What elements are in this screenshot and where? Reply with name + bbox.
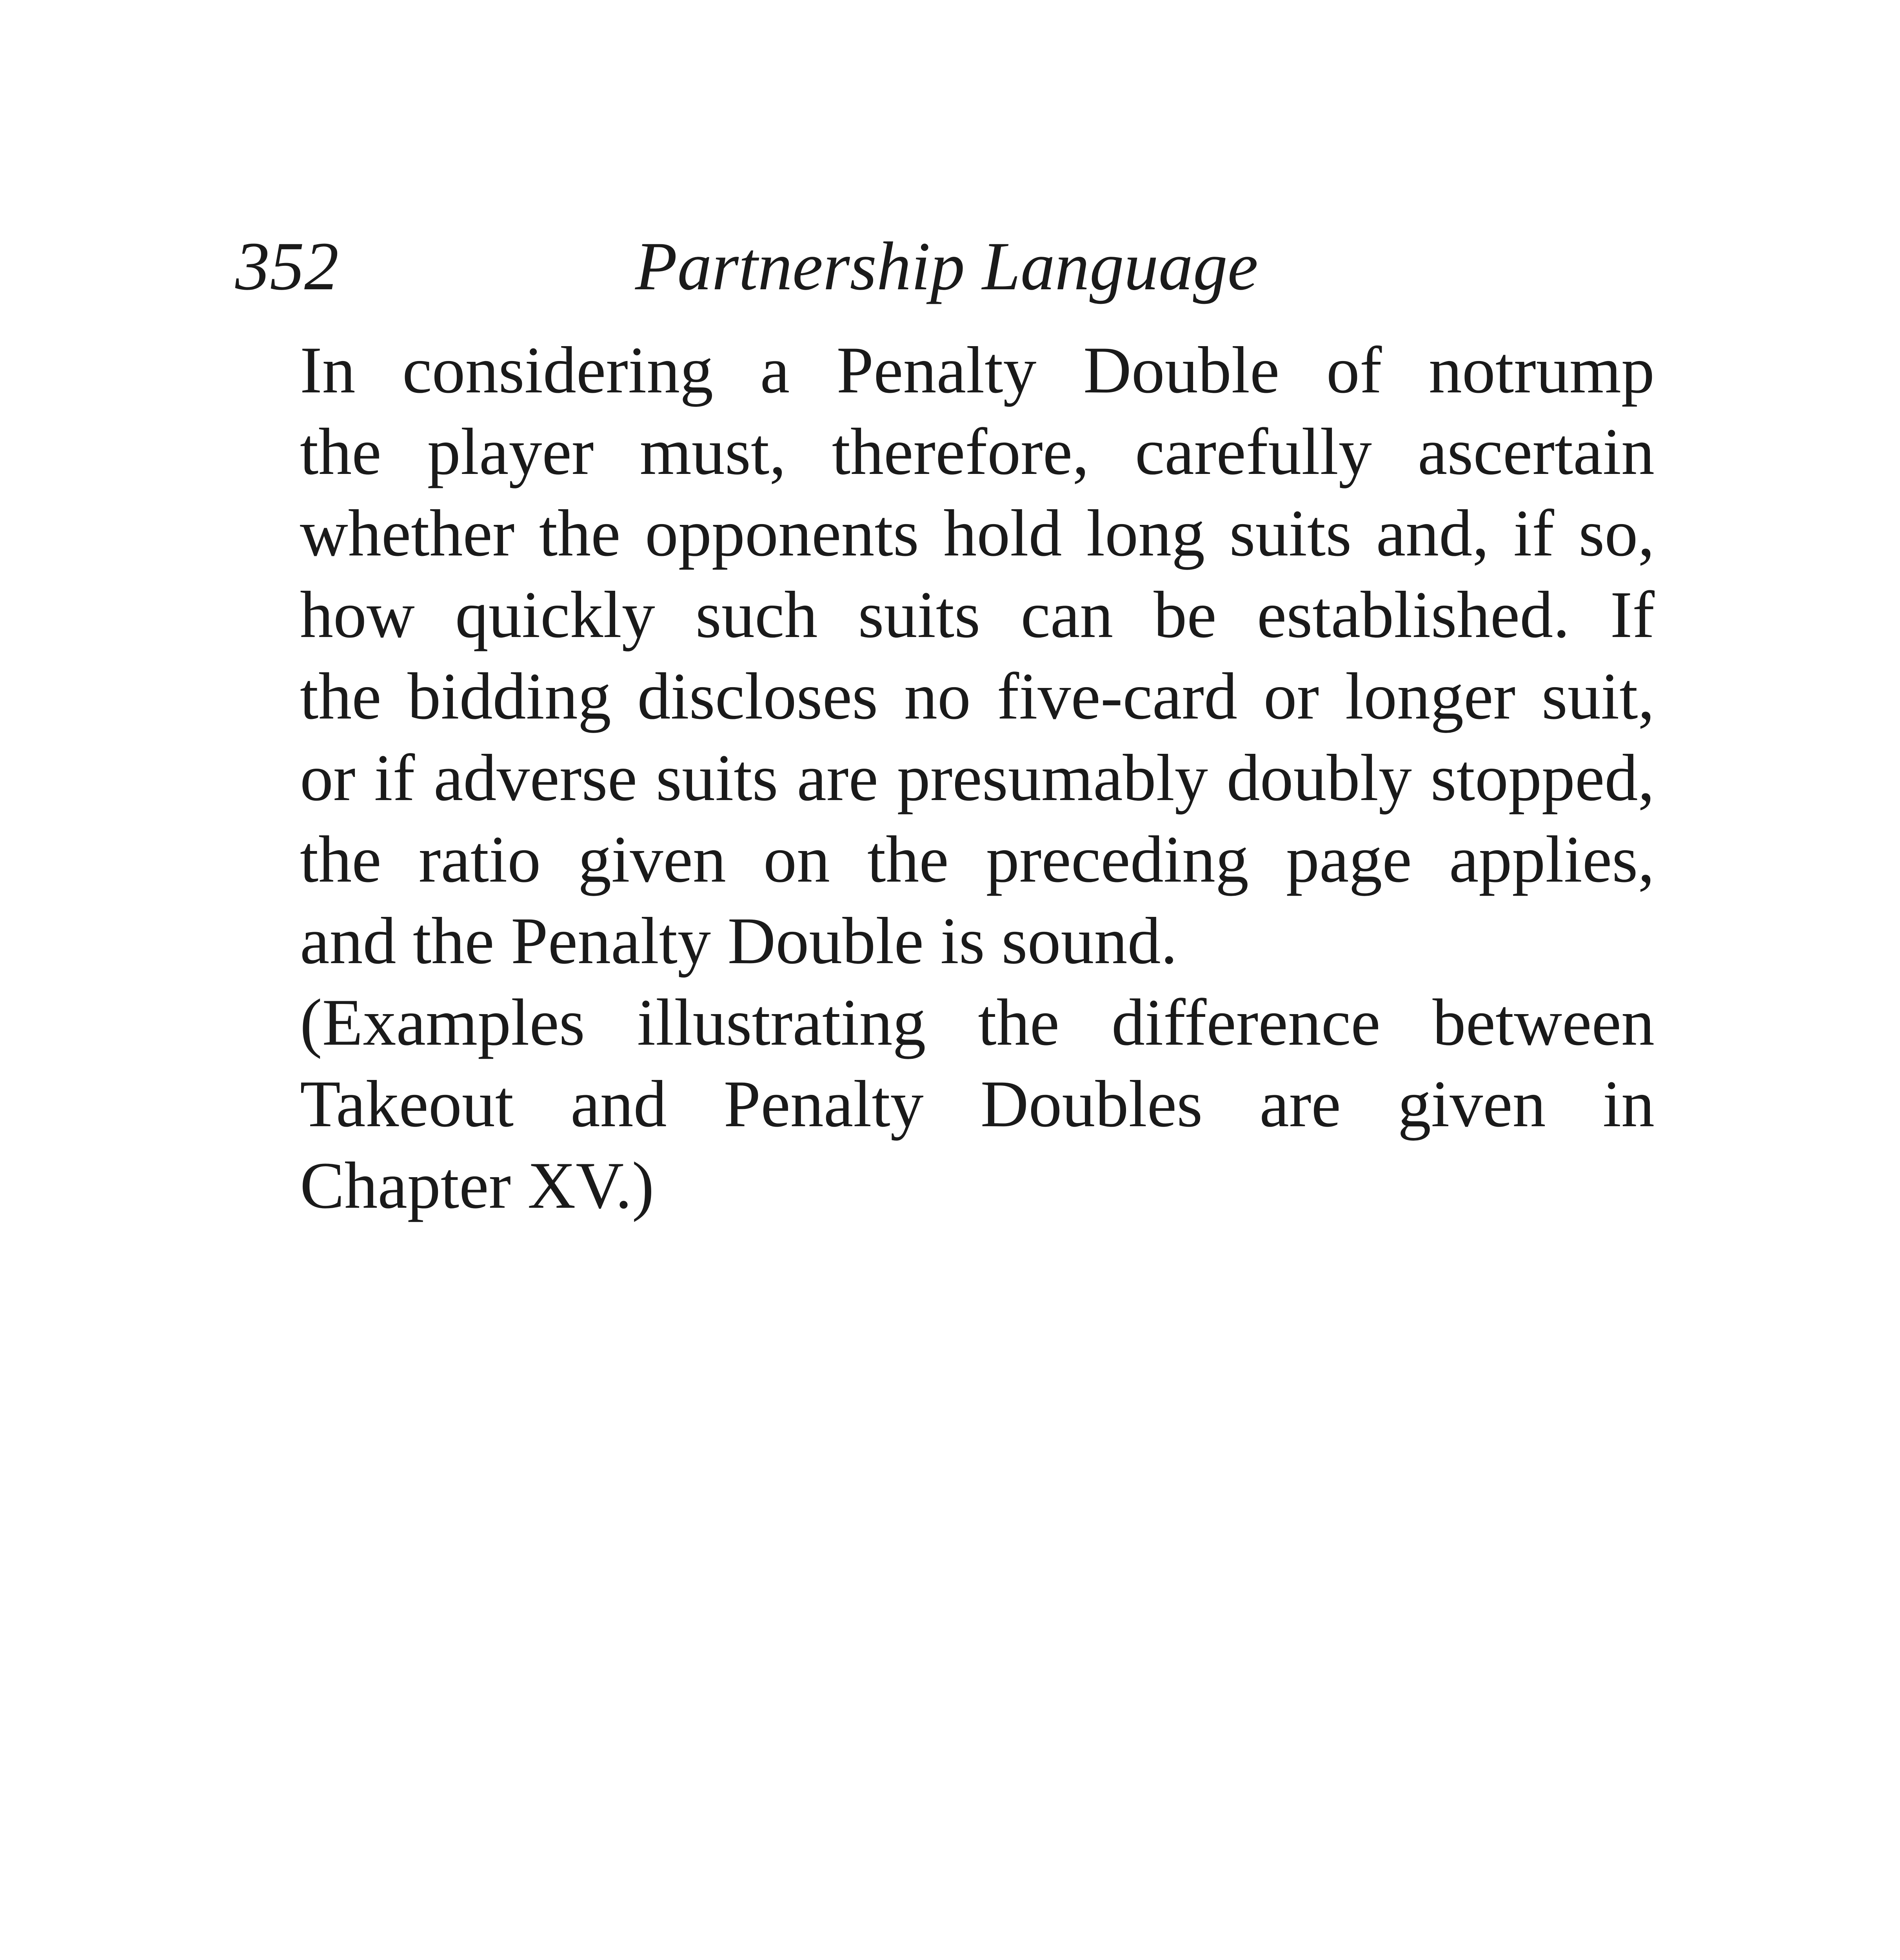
text-line: and the Penalty Double is sound. [300, 904, 1178, 978]
chapter-title: Partnership Language [635, 228, 1258, 305]
page-number: 352 [235, 228, 339, 305]
text-line: the ratio given on the preceding page applies, [300, 822, 1655, 896]
text-line: or if adverse suits are presumably doubly stopped, [300, 741, 1655, 815]
text-line: Chapter XV.) [300, 1149, 654, 1222]
text-line: Takeout and Penalty Doubles are given in [300, 1067, 1655, 1141]
paragraph [235, 982, 1655, 1226]
text-line: (Examples illustrating the difference between [300, 985, 1655, 1059]
text-line: whether the opponents hold long suits and, if so, [300, 496, 1655, 570]
paragraph [235, 329, 1655, 982]
text-line: In considering a Penalty Double of notrump [300, 333, 1655, 407]
running-head [235, 223, 1686, 310]
text-line: the player must, therefore, carefully ascertain [300, 415, 1655, 488]
text-line: the bidding discloses no five-card or longer suit, [300, 659, 1655, 733]
body-text [235, 329, 1655, 1226]
text-line: how quickly such suits can be established. If [300, 578, 1655, 652]
